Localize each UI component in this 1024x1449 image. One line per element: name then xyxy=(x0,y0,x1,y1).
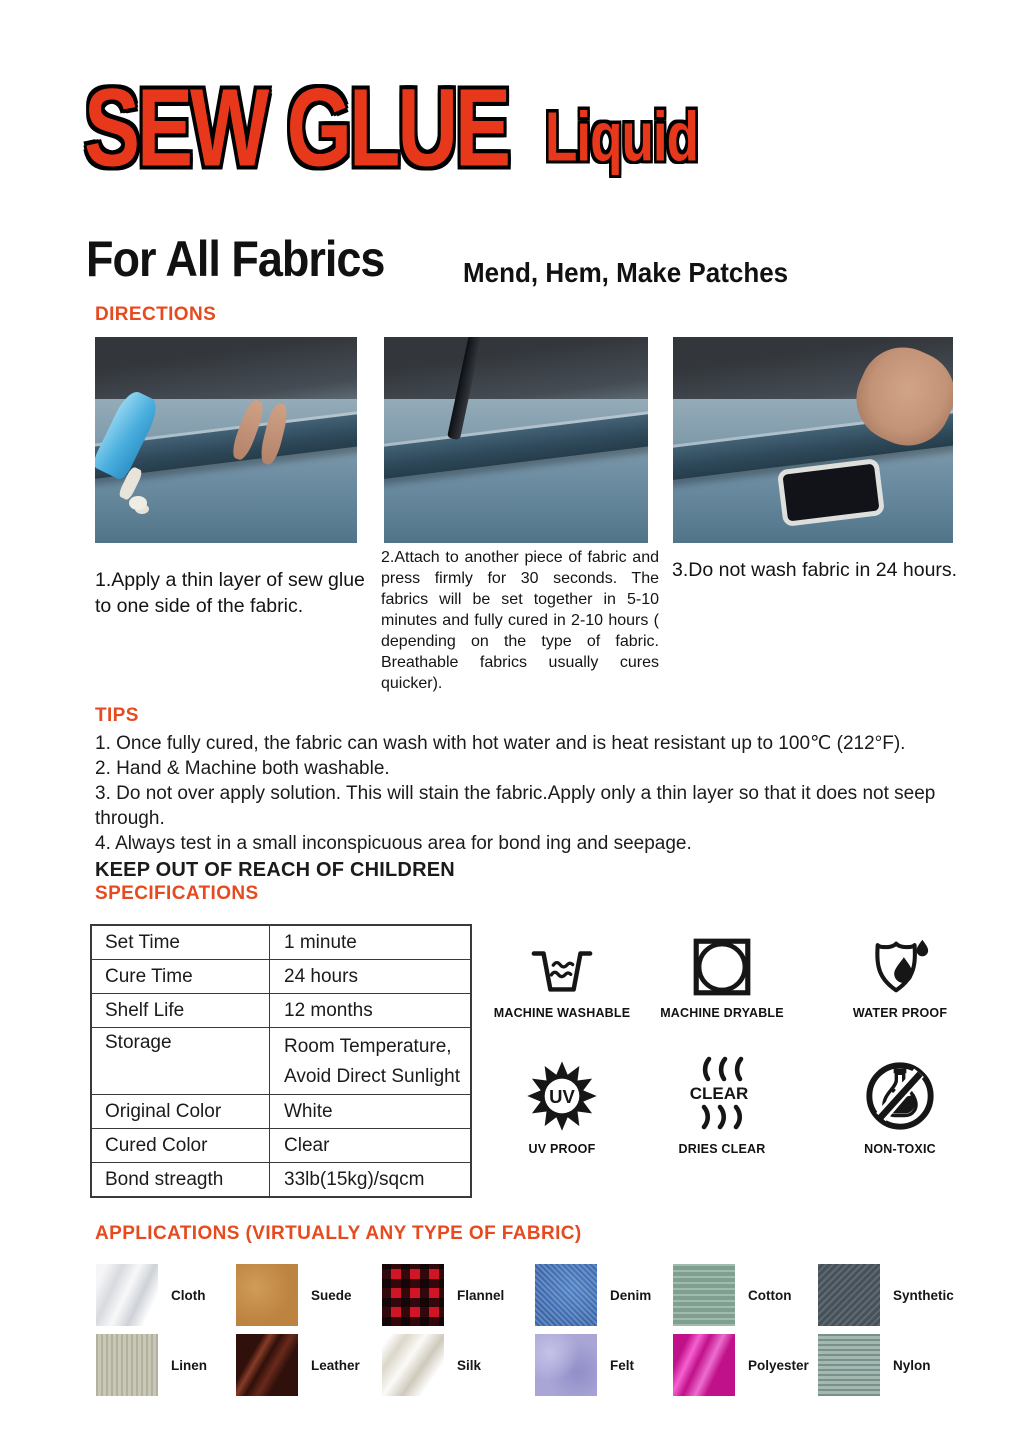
tips-heading: TIPS xyxy=(95,705,139,726)
dries-clear-steam-icon xyxy=(682,1055,762,1133)
spec-value: 24 hours xyxy=(284,965,358,987)
feature-badges-row-2 xyxy=(486,1050,994,1156)
spec-label: Cure Time xyxy=(92,960,270,993)
fabric-label: Leather xyxy=(311,1357,360,1373)
step1-caption: 1.Apply a thin layer of sew glue to one side of the fabric. xyxy=(95,569,365,617)
fabric-item xyxy=(236,1330,382,1400)
fabric-swatch-cloth xyxy=(96,1264,158,1326)
tip-item: 4. Always test in a small inconspicuous area for bond ing and seepage. xyxy=(95,833,692,854)
product-title-main: SEW GLUE xyxy=(84,65,509,190)
spec-value: 12 months xyxy=(284,999,373,1021)
badge-label: MACHINE DRYABLE xyxy=(660,1006,784,1020)
fabric-item xyxy=(818,1260,968,1330)
tips-list xyxy=(95,731,979,883)
spec-value: Clear xyxy=(284,1134,330,1156)
fabric-label: Flannel xyxy=(457,1287,505,1303)
badge-machine-washable xyxy=(486,922,638,1020)
fabric-swatch-linen xyxy=(96,1334,158,1396)
fabric-swatch-nylon xyxy=(818,1334,880,1396)
directions-heading: DIRECTIONS xyxy=(95,304,217,325)
table-row xyxy=(92,993,470,1027)
product-title-variant: Liquid xyxy=(545,98,698,177)
badge-machine-dryable xyxy=(638,922,806,1020)
specifications-heading: SPECIFICATIONS xyxy=(95,883,259,904)
fabric-swatch-flannel xyxy=(382,1264,444,1326)
badge-label: UV PROOF xyxy=(528,1142,596,1156)
badge-dries-clear xyxy=(638,1050,806,1156)
tip-item: 2. Hand & Machine both washable. xyxy=(95,758,390,779)
uv-sun-icon xyxy=(525,1059,599,1133)
fabric-swatch-silk xyxy=(382,1334,444,1396)
dry-drum-icon xyxy=(692,937,752,997)
no-flask-icon xyxy=(863,1059,937,1133)
badge-non-toxic xyxy=(806,1050,994,1156)
product-subtitle: For All Fabrics xyxy=(86,230,385,288)
fabric-label: Cotton xyxy=(748,1287,792,1303)
fabric-grid xyxy=(96,1260,968,1400)
table-row xyxy=(92,1162,470,1196)
spec-label: Original Color xyxy=(92,1095,270,1128)
table-row xyxy=(92,1094,470,1128)
step2-caption: 2.Attach to another piece of fabric and press firmly for 30 seconds. The fabrics will be set together in 5-10 minutes and fully cured in 2-10 hours ( depending on the type of fabric. Breathable fabrics usually cures quicker). xyxy=(381,549,659,692)
wash-tub-icon xyxy=(529,945,595,997)
fabric-item xyxy=(818,1330,968,1400)
svg-text:CLEAR: CLEAR xyxy=(689,1084,749,1103)
fabric-item xyxy=(96,1260,236,1330)
spec-value: White xyxy=(284,1100,333,1122)
fabric-label: Felt xyxy=(610,1357,635,1373)
tip-item: 3. Do not over apply solution. This will stain the fabric.Apply only a thin layer so that it does not seep through. xyxy=(95,783,936,829)
fabric-swatch-denim xyxy=(535,1264,597,1326)
step1-photo xyxy=(95,337,357,543)
fabric-swatch-felt xyxy=(535,1334,597,1396)
svg-text:UV: UV xyxy=(549,1085,575,1107)
table-row xyxy=(92,926,470,959)
table-row xyxy=(92,959,470,993)
fabric-label: Suede xyxy=(311,1287,352,1303)
fabric-swatch-suede xyxy=(236,1264,298,1326)
shield-water-drops-icon xyxy=(867,935,933,997)
spec-label: Cured Color xyxy=(92,1129,270,1162)
applications-heading: APPLICATIONS (VIRTUALLY ANY TYPE OF FABRIC) xyxy=(95,1223,582,1244)
fabric-item xyxy=(673,1330,818,1400)
fabric-swatch-cotton xyxy=(673,1264,735,1326)
tip-item: 1. Once fully cured, the fabric can wash with hot water and is heat resistant up to 100℃ (212°F). xyxy=(95,733,906,754)
fabric-label: Linen xyxy=(171,1357,207,1373)
fabric-label: Polyester xyxy=(748,1357,809,1373)
spec-value: 1 minute xyxy=(284,931,357,953)
fabric-swatch-polyester xyxy=(673,1334,735,1396)
fabric-item xyxy=(96,1330,236,1400)
step3-photo xyxy=(673,337,953,543)
feature-badges-row-1 xyxy=(486,922,994,1020)
fabric-label: Nylon xyxy=(893,1357,931,1373)
fabric-item xyxy=(673,1260,818,1330)
spec-value: Room Temperature, Avoid Direct Sunlight xyxy=(284,1036,461,1087)
fabric-item xyxy=(382,1330,535,1400)
fabric-item xyxy=(382,1260,535,1330)
spec-value: 33lb(15kg)/sqcm xyxy=(284,1168,425,1190)
fabric-swatch-leather xyxy=(236,1334,298,1396)
safety-warning: KEEP OUT OF REACH OF CHILDREN xyxy=(95,859,455,881)
badge-water-proof xyxy=(806,922,994,1020)
badge-label: WATER PROOF xyxy=(852,1006,948,1020)
fabric-item xyxy=(535,1260,673,1330)
fabric-label: Silk xyxy=(457,1357,482,1373)
fabric-item xyxy=(236,1260,382,1330)
badge-label: MACHINE WASHABLE xyxy=(493,1006,631,1020)
fabric-label: Denim xyxy=(610,1287,652,1303)
badge-uv-proof xyxy=(486,1050,638,1156)
table-row xyxy=(92,1027,470,1094)
product-tagline: Mend, Hem, Make Patches xyxy=(463,257,789,289)
badge-label: NON-TOXIC xyxy=(864,1142,936,1156)
step2-photo xyxy=(384,337,648,543)
specifications-table xyxy=(90,924,472,1198)
step3-caption: 3.Do not wash fabric in 24 hours. xyxy=(672,559,958,581)
table-row xyxy=(92,1128,470,1162)
spec-label: Set Time xyxy=(92,926,270,959)
fabric-item xyxy=(535,1330,673,1400)
spec-label: Bond streagth xyxy=(92,1163,270,1196)
fabric-swatch-synthetic xyxy=(818,1264,880,1326)
spec-label: Storage xyxy=(92,1028,270,1094)
spec-label: Shelf Life xyxy=(92,994,270,1027)
fabric-label: Synthetic xyxy=(893,1287,954,1303)
fabric-label: Cloth xyxy=(171,1287,206,1303)
badge-label: DRIES CLEAR xyxy=(678,1142,766,1156)
